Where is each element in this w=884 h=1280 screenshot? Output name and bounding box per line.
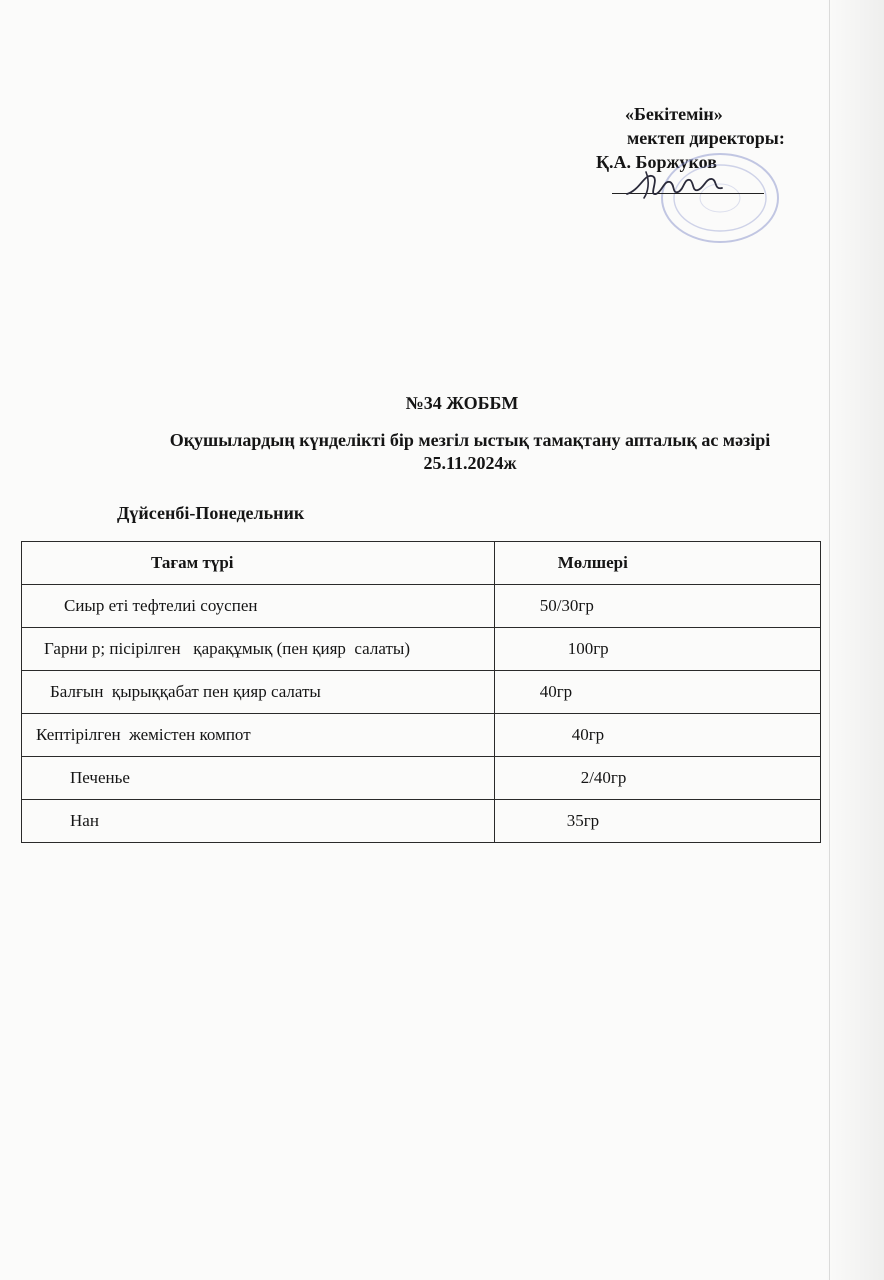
quantity-cell: 2/40гр xyxy=(494,757,820,800)
table-row xyxy=(22,757,821,800)
menu-heading xyxy=(110,429,830,475)
quantity-cell: 50/30гр xyxy=(494,585,820,628)
page-shadow xyxy=(824,0,884,1280)
table-row xyxy=(22,628,821,671)
table-row xyxy=(22,585,821,628)
approval-director-name: Қ.А. Боржуков xyxy=(596,152,717,172)
quantity-cell: 40гр xyxy=(494,671,820,714)
signature-icon xyxy=(622,166,732,202)
table-row xyxy=(22,800,821,843)
dish-column-header: Тағам түрі xyxy=(22,542,495,585)
dish-cell: Нан xyxy=(22,800,495,843)
menu-table xyxy=(21,541,821,843)
day-label: Дүйсенбі-Понедельник xyxy=(117,503,305,523)
dish-cell: Печенье xyxy=(22,757,495,800)
table-row xyxy=(22,671,821,714)
approval-heading: «Бекітемін» xyxy=(625,104,723,124)
table-header-row xyxy=(22,542,821,585)
table-row xyxy=(22,714,821,757)
dish-cell: Гарни р; пісірілген қарақұмық (пен қияр салаты) xyxy=(22,628,495,671)
dish-cell: Балғын қырыққабат пен қияр салаты xyxy=(22,671,495,714)
quantity-cell: 35гр xyxy=(494,800,820,843)
dish-cell: Сиыр еті тефтелиі соуспен xyxy=(22,585,495,628)
dish-cell: Кептірілген жемістен компот xyxy=(22,714,495,757)
menu-subtitle: Оқушылардың күнделікті бір мезгіл ыстық тамақтану апталық ас мәзірі xyxy=(169,430,771,450)
quantity-cell: 100гр xyxy=(494,628,820,671)
approval-position: мектеп директоры: xyxy=(627,128,785,148)
quantity-column-header: Мөлшері xyxy=(494,542,820,585)
page-edge xyxy=(829,0,830,1280)
menu-date: 25.11.2024ж xyxy=(423,453,517,473)
quantity-cell: 40гр xyxy=(494,714,820,757)
school-title: №34 ЖОББМ xyxy=(405,393,519,413)
